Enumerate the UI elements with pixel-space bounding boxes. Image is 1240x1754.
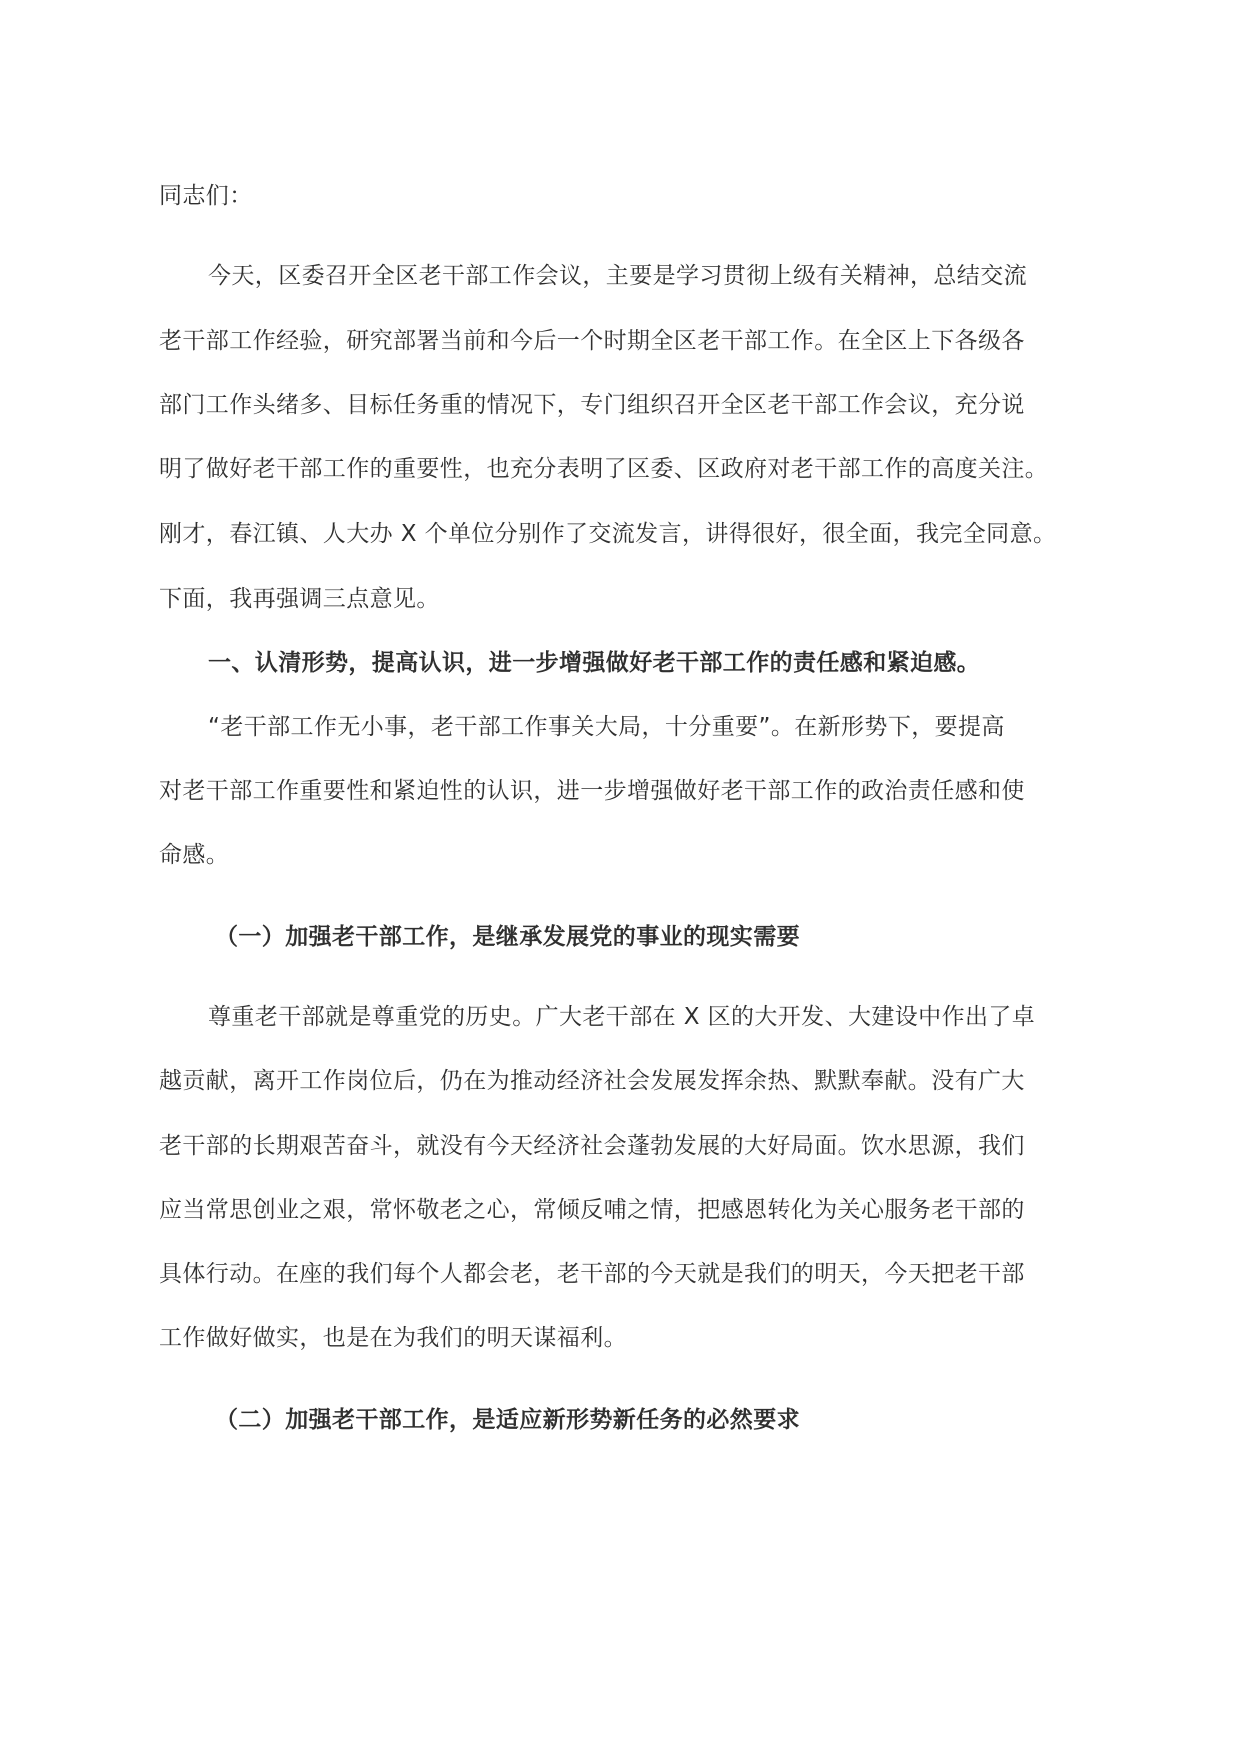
subsection-1-line-6: 工作做好做实，也是在为我们的明天谋福利。 bbox=[159, 1325, 627, 1351]
intro-line-3: 部门工作头绪多、目标任务重的情况下，专门组织召开全区老干部工作会议，充分说 bbox=[159, 392, 1025, 418]
subsection-2-heading: （二）加强老干部工作，是适应新形势新任务的必然要求 bbox=[215, 1407, 800, 1433]
intro-line-2: 老干部工作经验，研究部署当前和今后一个时期全区老干部工作。在全区上下各级各 bbox=[159, 328, 1025, 354]
subsection-1-line-2: 越贡献，离开工作岗位后，仍在为推动经济社会发展发挥余热、默默奉献。没有广大 bbox=[159, 1068, 1025, 1094]
intro-line-4: 明了做好老干部工作的重要性，也充分表明了区委、区政府对老干部工作的高度关注。 bbox=[159, 456, 1049, 482]
intro-line-5: 刚才，春江镇、人大办 X 个单位分别作了交流发言，讲得很好，很全面，我完全同意。 bbox=[159, 521, 1057, 547]
subsection-1-line-3: 老干部的长期艰苦奋斗，就没有今天经济社会蓬勃发展的大好局面。饮水思源，我们 bbox=[159, 1133, 1025, 1159]
subsection-1-line-4: 应当常思创业之艰，常怀敬老之心，常倾反哺之情，把感恩转化为关心服务老干部的 bbox=[159, 1197, 1025, 1223]
section-1-line-1: “老干部工作无小事，老干部工作事关大局，十分重要”。在新形势下，要提高 bbox=[208, 714, 1005, 740]
intro-line-6: 下面，我再强调三点意见。 bbox=[159, 586, 440, 612]
section-1-line-2: 对老干部工作重要性和紧迫性的认识，进一步增强做好老干部工作的政治责任感和使 bbox=[159, 778, 1025, 804]
section-1-heading: 一、认清形势，提高认识，进一步增强做好老干部工作的责任感和紧迫感。 bbox=[208, 650, 981, 676]
intro-line-1: 今天，区委召开全区老干部工作会议，主要是学习贯彻上级有关精神，总结交流 bbox=[208, 263, 1027, 289]
subsection-1-line-5: 具体行动。在座的我们每个人都会老，老干部的今天就是我们的明天，今天把老干部 bbox=[159, 1261, 1025, 1287]
subsection-1-heading: （一）加强老干部工作，是继承发展党的事业的现实需要 bbox=[215, 924, 800, 950]
subsection-1-line-1: 尊重老干部就是尊重党的历史。广大老干部在 X 区的大开发、大建设中作出了卓 bbox=[208, 1004, 1036, 1030]
section-1-line-3: 命感。 bbox=[159, 842, 230, 868]
salutation: 同志们： bbox=[159, 183, 253, 209]
